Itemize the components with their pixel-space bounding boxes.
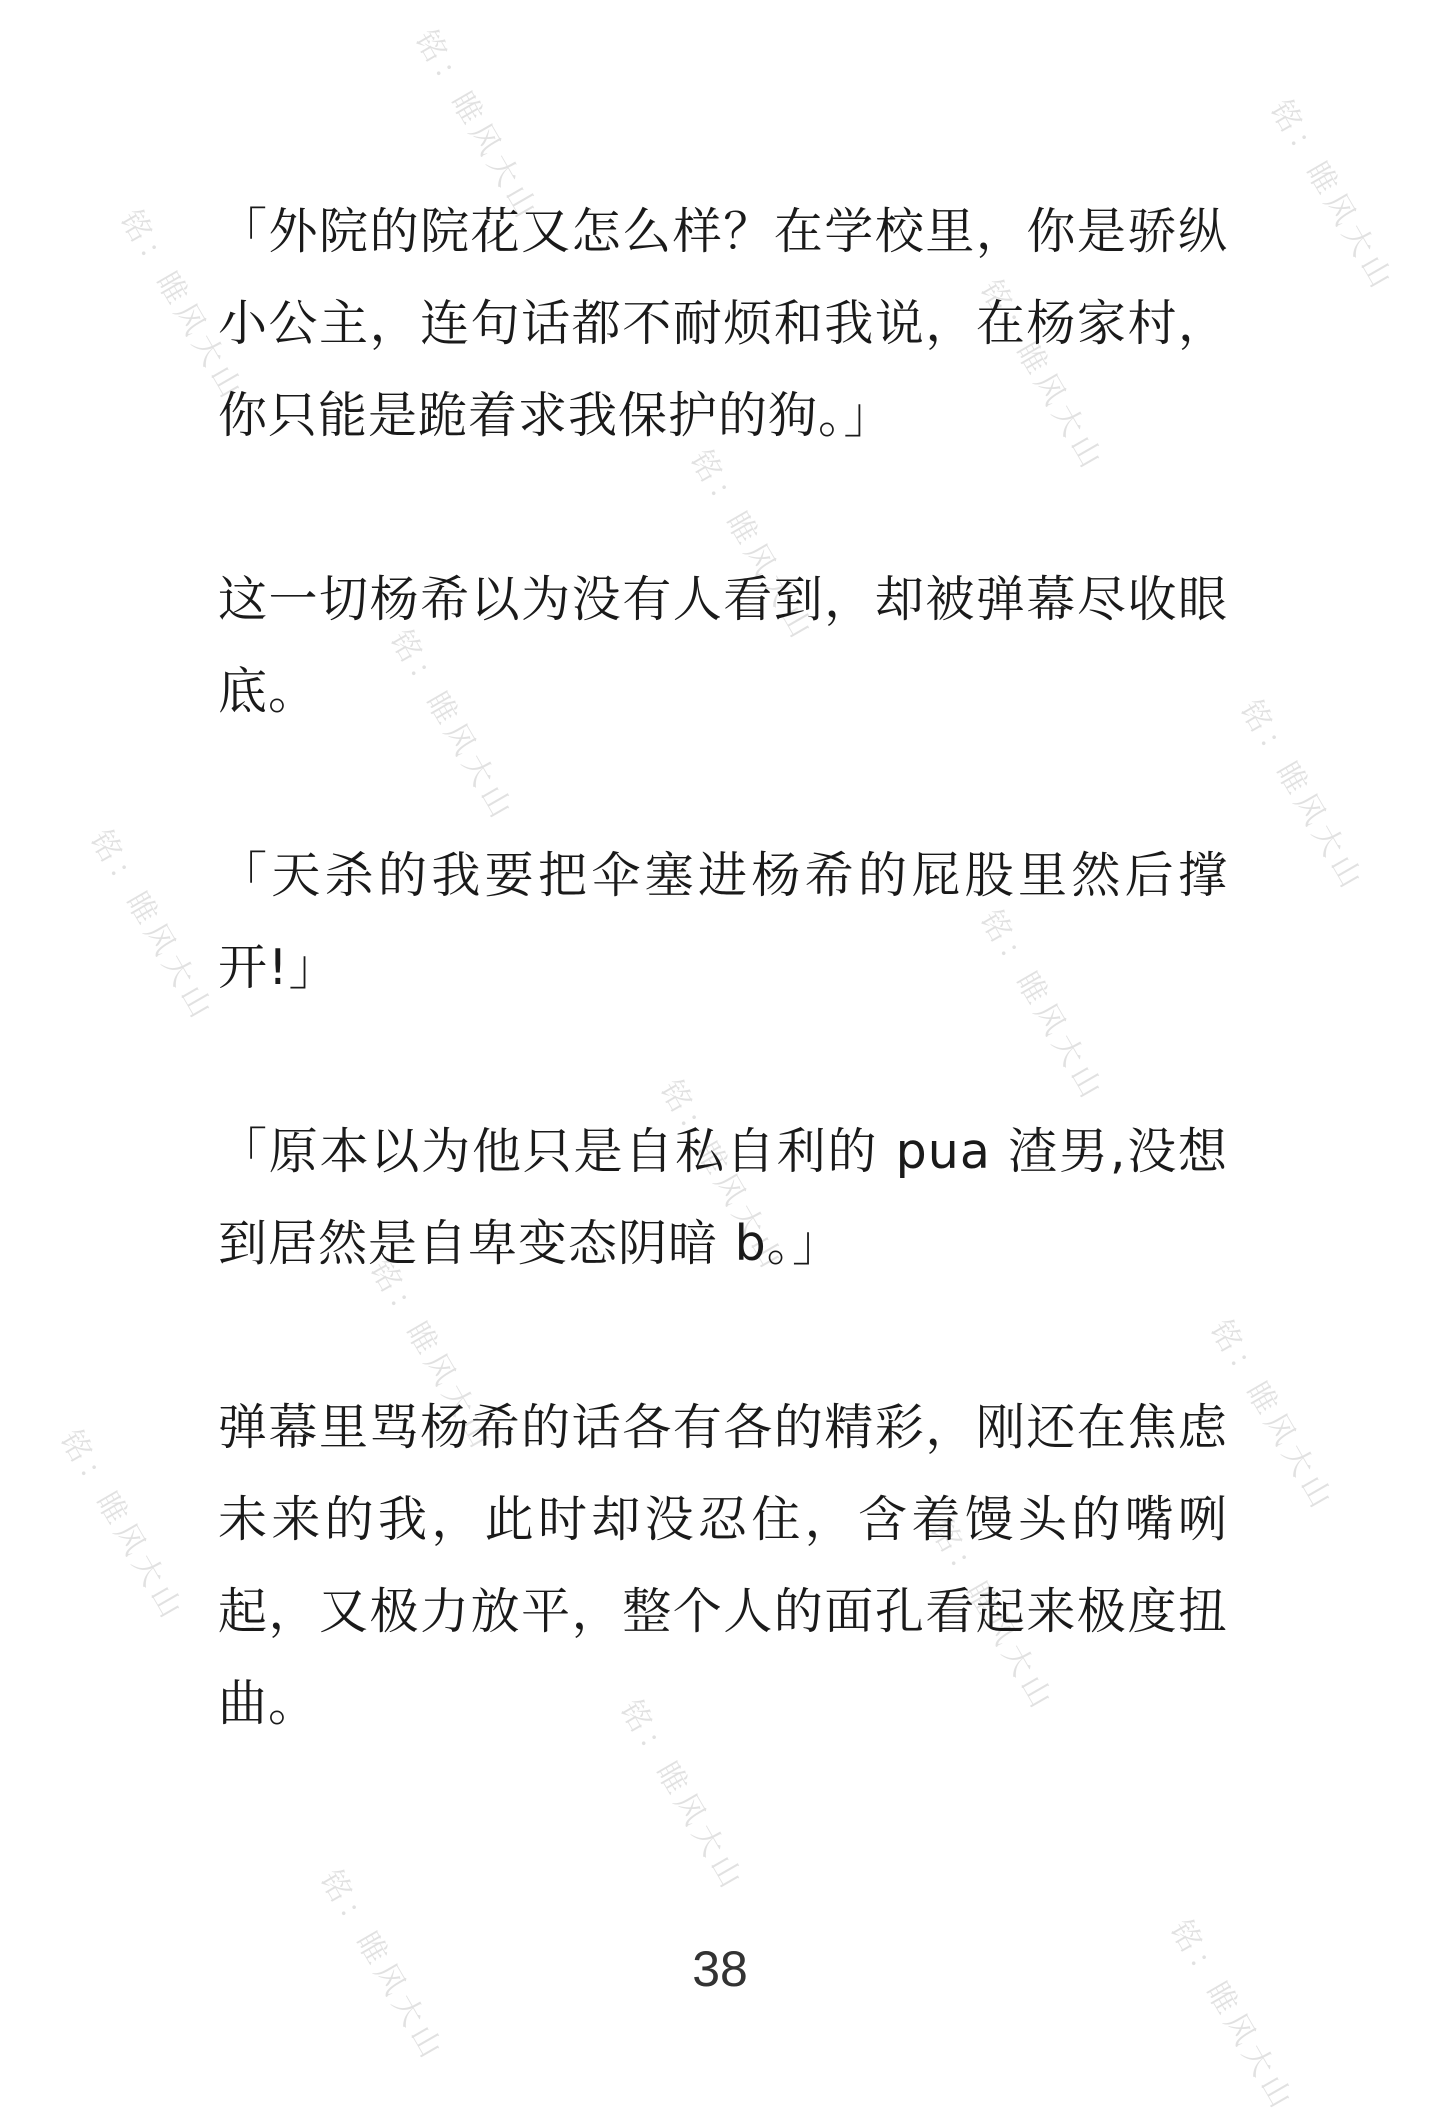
paragraph: 「原本以为他只是自私自利的 pua 渣男,没想到居然是自卑变态阴暗 b。」 [218, 1123, 1228, 1272]
paragraph: 「天杀的我要把伞塞进杨希的屁股里然后撑开!」 [218, 847, 1228, 996]
paragraph: 这一切杨希以为没有人看到，却被弹幕尽收眼底。 [218, 571, 1228, 720]
watermark: 铭：睢风大山 [1232, 694, 1372, 899]
watermark: 铭：睢风大山 [1202, 1314, 1342, 1519]
watermark: 铭：睢风大山 [682, 444, 822, 649]
watermark: 铭：睢风大山 [612, 1694, 752, 1899]
watermark: 铭：睢风大山 [52, 1424, 192, 1629]
watermark: 铭：睢风大山 [1262, 94, 1402, 299]
page-number: 38 [692, 1941, 748, 1997]
watermark: 铭：睢风大山 [1162, 1914, 1302, 2119]
watermark: 铭：睢风大山 [652, 1074, 792, 1279]
watermark: 铭：睢风大山 [382, 624, 522, 829]
watermark: 铭：睢风大山 [407, 24, 547, 229]
watermark: 铭：睢风大山 [362, 1254, 502, 1459]
watermark: 铭：睢风大山 [972, 274, 1112, 479]
paragraph: 弹幕里骂杨希的话各有各的精彩，刚还在焦虑未来的我，此时却没忍住，含着馒头的嘴咧起，又极力放平，整个人的面孔看起来极度扭曲。 [218, 1399, 1228, 1732]
paragraph: 「外院的院花又怎么样？在学校里，你是骄纵小公主，连句话都不耐烦和我说，在杨家村，你只能是跪着求我保护的狗。」 [218, 203, 1228, 444]
watermark: 铭：睢风大山 [312, 1864, 452, 2069]
watermark: 铭：睢风大山 [112, 204, 252, 409]
text-body [218, 186, 1228, 1842]
watermark: 铭：睢风大山 [972, 904, 1112, 1109]
watermark: 铭：睢风大山 [82, 824, 222, 1029]
watermark: 铭：睢风大山 [922, 1514, 1062, 1719]
